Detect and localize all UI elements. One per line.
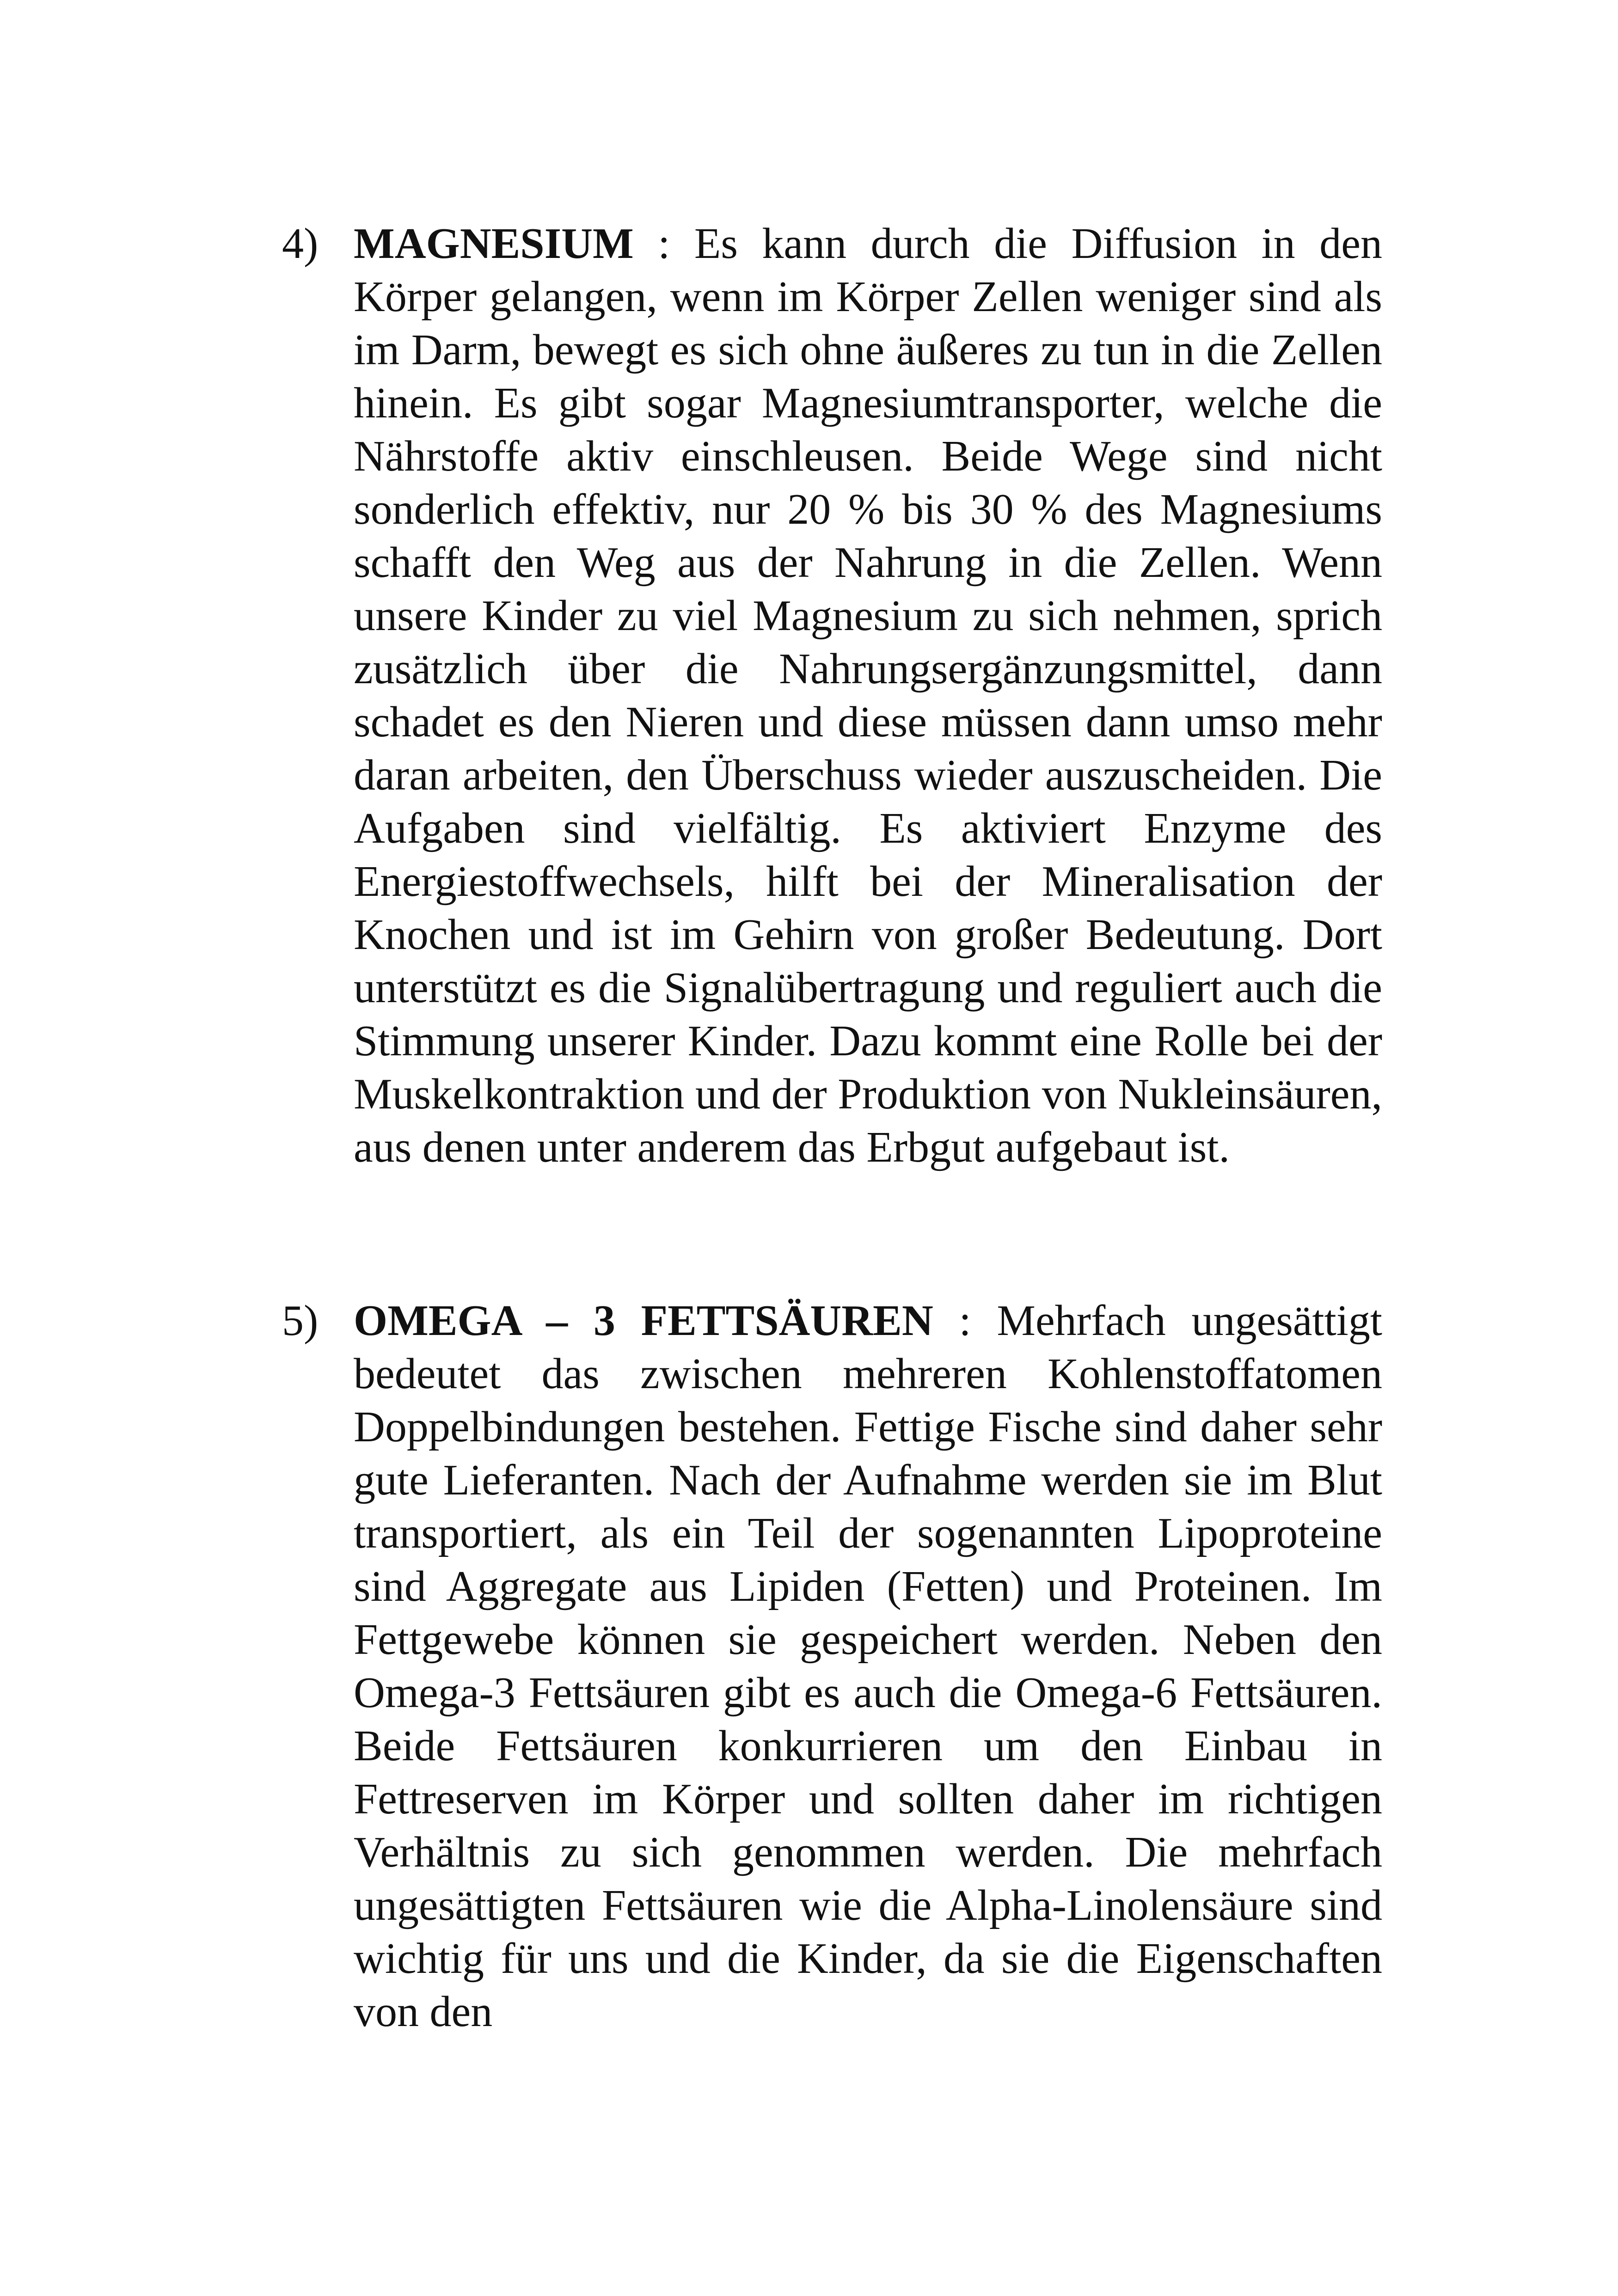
item-heading: MAGNESIUM <box>354 220 634 268</box>
item-separator: : <box>933 1297 997 1345</box>
item-number: 4) <box>282 220 319 268</box>
item-heading: OMEGA – 3 FETTSÄUREN <box>354 1297 933 1345</box>
item-separator: : <box>633 220 694 268</box>
item-body: Mehrfach ungesättigt bedeutet das zwischen mehreren Kohlenstoffatomen Doppelbindungen bestehen. Fettige Fische sind daher sehr gute Lieferanten. Nach der Aufnahme werden sie im Blut transportiert, als ein Teil der sogenannten Lipoproteine sind Aggregate aus Lipiden (Fetten) und Proteinen. Im Fettgewebe können sie gespeichert werden. Neben den Omega-3 Fettsäuren gibt es auch die Omega-6 Fettsäuren. Beide Fettsäuren konkurrieren um den Einbau in Fettreserven im Körper und sollten daher im richtigen Verhältnis zu sich genommen werden. Die mehrfach ungesättigten Fettsäuren wie die Alpha-Linolensäure sind wichtig für uns und die Kinder, da sie die Eigenschaften von den <box>354 1297 1382 2036</box>
item-paragraph <box>354 1294 1382 2039</box>
list-item-magnesium <box>282 217 1382 1174</box>
item-paragraph <box>354 217 1382 1174</box>
list-item-omega-3 <box>282 1294 1382 2039</box>
item-body: Es kann durch die Diffusion in den Körper gelangen, wenn im Körper Zellen weniger sind als im Darm, bewegt es sich ohne äußeres zu tun in die Zellen hinein. Es gibt sogar Magnesiumtransporter, welche die Nährstoffe aktiv einschleusen. Beide Wege sind nicht sonderlich effektiv, nur 20 % bis 30 % des Magnesiums schafft den Weg aus der Nahrung in die Zellen. Wenn unsere Kinder zu viel Magnesium zu sich nehmen, sprich zusätzlich über die Nahrungsergänzungsmittel, dann schadet es den Nieren und diese müssen dann umso mehr daran arbeiten, den Überschuss wieder auszuscheiden. Die Aufgaben sind vielfältig. Es aktiviert Enzyme des Energiestoffwechsels, hilft bei der Mineralisation der Knochen und ist im Gehirn von großer Bedeutung. Dort unterstützt es die Signalübertragung und reguliert auch die Stimmung unserer Kinder. Dazu kommt eine Rolle bei der Muskelkontraktion und der Produktion von Nukleinsäuren, aus denen unter anderem das Erbgut aufgebaut ist. <box>354 220 1382 1171</box>
item-number: 5) <box>282 1297 319 1345</box>
